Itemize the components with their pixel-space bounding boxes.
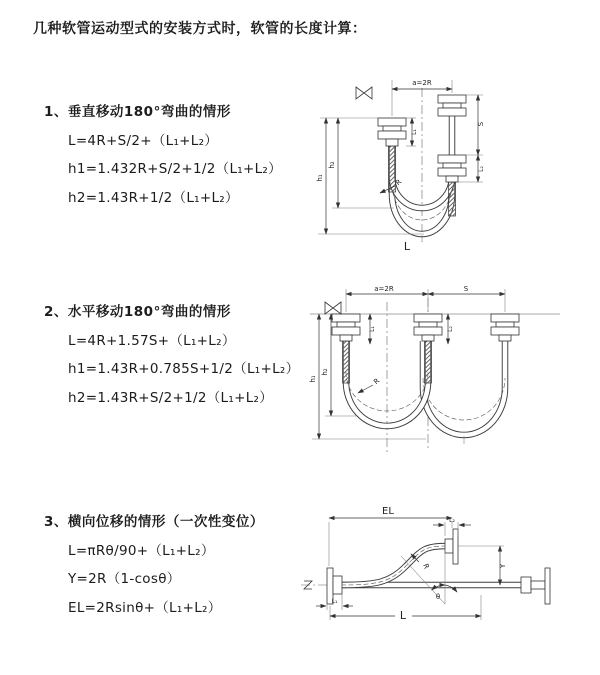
dimension-l1 xyxy=(316,594,353,610)
section-1-heading: 1、垂直移动180°弯曲的情形 xyxy=(44,104,231,120)
dim-label-el: EL xyxy=(382,506,394,517)
top-right-flange-displaced xyxy=(445,529,458,564)
radius-annotation xyxy=(358,377,381,393)
dim-label-l: L xyxy=(399,609,407,622)
dimension-el xyxy=(329,506,452,566)
formula-length: L=4R+1.57S+（L₁+L₂） xyxy=(68,332,236,349)
dim-label-l1: L₁ xyxy=(411,129,418,135)
left-flange-fitting xyxy=(378,118,406,146)
dim-label-l-total: L xyxy=(403,240,411,253)
dim-label-h2: h₂ xyxy=(328,161,336,169)
angle-theta-annotation xyxy=(401,548,457,604)
dim-label-l1: L₁ xyxy=(369,326,376,332)
right-flange-original xyxy=(521,568,550,604)
dim-label-l1: L₁ xyxy=(331,598,338,605)
right-upper-flange-fitting xyxy=(438,95,466,116)
formula-length: L=πRθ/90+（L₁+L₂） xyxy=(68,542,215,559)
dim-label-h1: h₁ xyxy=(309,375,317,383)
formula-y: Y=2R（1-cosθ） xyxy=(68,571,181,587)
formula-el: EL=2Rsinθ+（L₁+L₂） xyxy=(68,599,222,616)
section-3 xyxy=(44,513,264,617)
section-2-heading: 2、水平移动180°弯曲的情形 xyxy=(44,304,231,320)
dim-label-a2r: a=2R xyxy=(412,79,432,87)
section-1 xyxy=(44,103,282,207)
dimension-s xyxy=(466,95,485,155)
dim-label-y: Y xyxy=(499,563,507,569)
dim-label-s: S xyxy=(477,121,485,127)
middle-flange-fitting xyxy=(414,314,442,341)
diagram-vertical-180-bend xyxy=(312,66,562,264)
hose-center-dashed xyxy=(423,378,505,420)
dim-label-l2: L₂ xyxy=(447,326,454,332)
diagram-horizontal-180-bend xyxy=(308,284,568,464)
dim-label-theta: θ xyxy=(435,593,441,601)
page-title: 几种软管运动型式的安装方式时，软管的长度计算： xyxy=(33,21,367,37)
dimension-l1 xyxy=(406,118,418,146)
braided-hose-section xyxy=(449,182,456,216)
dimension-y xyxy=(458,546,507,585)
dim-label-l2: L₂ xyxy=(478,166,485,172)
section-2 xyxy=(44,303,299,407)
dimension-l1 xyxy=(369,314,376,344)
dim-label-r: R xyxy=(372,376,382,387)
valve-icon xyxy=(325,302,341,314)
right-lower-flange-fitting xyxy=(438,155,466,182)
diagram-lateral-displacement xyxy=(295,500,595,650)
formula-h2: h2=1.43R+S/2+1/2（L₁+L₂） xyxy=(68,389,274,406)
dimension-s xyxy=(428,285,505,312)
dim-label-r: R xyxy=(421,562,431,570)
dimension-l2 xyxy=(447,314,454,344)
valve-icon xyxy=(356,87,372,99)
formula-h1: h1=1.432R+S/2+1/2（L₁+L₂） xyxy=(68,161,282,177)
dim-label-h1: h₁ xyxy=(316,174,324,182)
braided-hose-section xyxy=(389,146,396,192)
formula-length: L=4R+S/2+（L₁+L₂） xyxy=(68,132,219,149)
dim-label-l2: L₂ xyxy=(449,517,455,524)
formula-h2: h2=1.43R+1/2（L₁+L₂） xyxy=(68,189,239,206)
dim-label-r: R xyxy=(394,177,404,188)
dim-label-h2: h₂ xyxy=(321,368,329,376)
dimension-h1 xyxy=(316,118,424,234)
dim-label-a2r: a=2R xyxy=(374,285,394,293)
braided-hose-section xyxy=(343,341,350,383)
dimension-l-total xyxy=(330,595,481,622)
right-flange-fitting xyxy=(491,314,519,341)
hose-position-moved xyxy=(423,341,505,435)
section-3-heading: 3、横向位移的情形（一次性变位） xyxy=(44,514,264,530)
braided-hose-section xyxy=(425,341,432,383)
formula-h1: h1=1.43R+0.785S+1/2（L₁+L₂） xyxy=(68,361,300,377)
left-flange-fitting xyxy=(332,314,360,341)
dim-label-s: S xyxy=(463,285,469,293)
